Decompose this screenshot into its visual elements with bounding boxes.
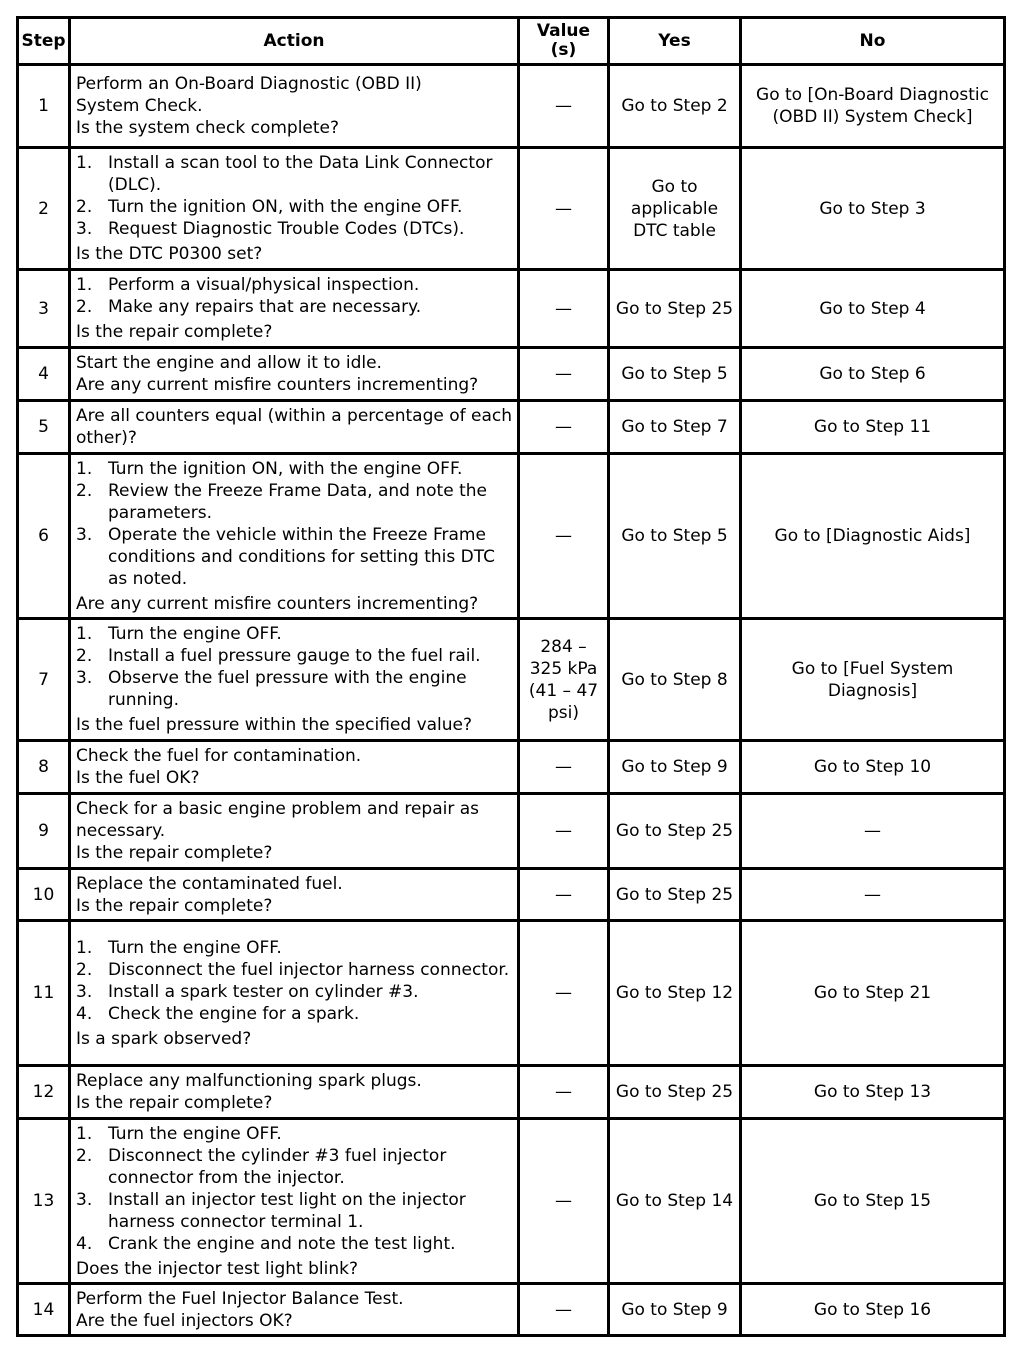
action-step-text: Install a fuel pressure gauge to the fuel rail.	[108, 646, 481, 666]
action-steps	[76, 152, 512, 240]
action-step	[76, 274, 512, 296]
no-cell: Go to Step 16	[741, 1284, 1005, 1336]
yes-cell: Go to Step 5	[609, 348, 741, 401]
yes-cell: Go to Step 8	[609, 619, 741, 741]
action-step	[76, 524, 512, 590]
yes-cell: Go to Step 25	[609, 270, 741, 348]
table-row	[18, 270, 1005, 348]
action-line: System Check.	[76, 96, 203, 116]
action-cell	[70, 65, 519, 148]
yes-cell: Go to applicable DTC table	[609, 148, 741, 270]
action-step-number: 1.	[76, 937, 93, 958]
action-step-text: Disconnect the cylinder #3 fuel injector connector from the injector.	[108, 1145, 447, 1188]
table-row	[18, 741, 1005, 794]
action-step-text: Turn the ignition ON, with the engine OFF.	[108, 197, 463, 217]
value-cell: —	[519, 794, 609, 869]
step-number: 9	[18, 794, 70, 869]
value-cell: —	[519, 921, 609, 1066]
action-step	[76, 1123, 512, 1145]
header-yes: Yes	[609, 18, 741, 65]
header-action: Action	[70, 18, 519, 65]
action-cell	[70, 348, 519, 401]
action-line: Is the fuel OK?	[76, 768, 200, 788]
action-step-number: 1.	[76, 1123, 93, 1144]
action-step-text: Crank the engine and note the test light.	[108, 1233, 456, 1254]
action-text	[76, 1288, 512, 1332]
action-step	[76, 1189, 512, 1233]
action-steps	[76, 1123, 512, 1255]
value-cell: —	[519, 1119, 609, 1284]
no-cell: Go to Step 6	[741, 348, 1005, 401]
action-question: Is the DTC P0300 set?	[76, 244, 263, 264]
yes-cell: Go to Step 2	[609, 65, 741, 148]
no-cell: Go to Step 15	[741, 1119, 1005, 1284]
action-step-text: Turn the engine OFF.	[108, 1123, 282, 1144]
action-question: Is a spark observed?	[76, 1028, 252, 1049]
action-step-text: Install a scan tool to the Data Link Connector (DLC).	[108, 153, 493, 195]
step-number: 14	[18, 1284, 70, 1336]
yes-cell: Go to Step 25	[609, 869, 741, 921]
action-step	[76, 1233, 512, 1255]
action-step	[76, 667, 512, 711]
step-number: 1	[18, 65, 70, 148]
action-text	[76, 873, 512, 917]
action-line: Is the repair complete?	[76, 1093, 273, 1113]
action-steps	[76, 623, 512, 711]
action-step-text: Check the engine for a spark.	[108, 1003, 360, 1024]
no-cell: —	[741, 794, 1005, 869]
action-step-number: 3.	[76, 524, 93, 545]
step-number: 13	[18, 1119, 70, 1284]
action-text	[76, 1070, 512, 1114]
action-steps	[76, 458, 512, 590]
action-question: Is the fuel pressure within the specified value?	[76, 715, 473, 735]
no-cell: Go to Step 13	[741, 1066, 1005, 1119]
action-step-text: Make any repairs that are necessary.	[108, 297, 422, 317]
action-step-number: 4.	[76, 1003, 93, 1024]
step-number: 12	[18, 1066, 70, 1119]
action-cell	[70, 1066, 519, 1119]
value-cell: —	[519, 1284, 609, 1336]
action-text	[76, 798, 512, 864]
action-step-text: Request Diagnostic Trouble Codes (DTCs).	[108, 219, 465, 239]
action-step-text: Disconnect the fuel injector harness connector.	[108, 959, 510, 980]
value-cell: —	[519, 148, 609, 270]
value-cell: —	[519, 869, 609, 921]
yes-cell: Go to Step 25	[609, 794, 741, 869]
value-cell: —	[519, 454, 609, 619]
action-line: Perform the Fuel Injector Balance Test.	[76, 1288, 404, 1309]
action-step-text: Perform a visual/physical inspection.	[108, 275, 420, 295]
action-step-number: 2.	[76, 646, 93, 666]
no-cell: Go to Step 3	[741, 148, 1005, 270]
value-cell: 284 – 325 kPa (41 – 47 psi)	[519, 619, 609, 741]
action-step-number: 2.	[76, 959, 93, 980]
action-line: Are any current misfire counters incrementing?	[76, 375, 479, 395]
action-step	[76, 458, 512, 480]
action-cell	[70, 454, 519, 619]
yes-cell: Go to Step 5	[609, 454, 741, 619]
action-line: Start the engine and allow it to idle.	[76, 353, 382, 373]
table-row	[18, 619, 1005, 741]
action-steps	[76, 937, 512, 1025]
step-number: 6	[18, 454, 70, 619]
action-step-text: Turn the ignition ON, with the engine OFF.	[108, 458, 463, 479]
header-row	[18, 18, 1005, 65]
table-row	[18, 1119, 1005, 1284]
no-cell: Go to [Fuel System Diagnosis]	[741, 619, 1005, 741]
value-cell: —	[519, 741, 609, 794]
step-number: 8	[18, 741, 70, 794]
action-cell	[70, 619, 519, 741]
action-step-text: Install a spark tester on cylinder #3.	[108, 981, 419, 1002]
action-line: Check the fuel for contamination.	[76, 746, 362, 766]
action-cell	[70, 1284, 519, 1336]
value-cell: —	[519, 65, 609, 148]
step-number: 10	[18, 869, 70, 921]
action-question: Is the repair complete?	[76, 322, 273, 342]
table-row	[18, 148, 1005, 270]
step-number: 5	[18, 401, 70, 454]
action-line: Is the repair complete?	[76, 843, 273, 863]
action-line: Are the fuel injectors OK?	[76, 1310, 293, 1331]
action-step-text: Observe the fuel pressure with the engine running.	[108, 668, 467, 710]
action-cell	[70, 401, 519, 454]
action-step	[76, 196, 512, 218]
action-step-text: Turn the engine OFF.	[108, 937, 282, 958]
action-cell	[70, 741, 519, 794]
action-step-number: 1.	[76, 275, 93, 295]
table-row	[18, 794, 1005, 869]
yes-cell: Go to Step 12	[609, 921, 741, 1066]
action-step-text: Operate the vehicle within the Freeze Frame conditions and conditions for setting this DTC as noted.	[108, 524, 495, 589]
action-step	[76, 981, 512, 1003]
action-step-number: 2.	[76, 1145, 93, 1166]
step-number: 11	[18, 921, 70, 1066]
no-cell: Go to [Diagnostic Aids]	[741, 454, 1005, 619]
action-step-number: 1.	[76, 458, 93, 479]
action-step-number: 3.	[76, 1189, 93, 1210]
action-cell	[70, 1119, 519, 1284]
action-step	[76, 1003, 512, 1025]
value-cell: —	[519, 348, 609, 401]
table-row	[18, 869, 1005, 921]
action-cell	[70, 270, 519, 348]
action-step	[76, 623, 512, 645]
action-step	[76, 218, 512, 240]
value-cell: —	[519, 270, 609, 348]
action-step	[76, 1145, 512, 1189]
action-step-number: 2.	[76, 197, 93, 217]
value-cell: —	[519, 1066, 609, 1119]
action-step	[76, 645, 512, 667]
header-step: Step	[18, 18, 70, 65]
yes-cell: Go to Step 9	[609, 741, 741, 794]
action-question: Are any current misfire counters incrementing?	[76, 593, 479, 614]
action-cell	[70, 921, 519, 1066]
action-step-number: 2.	[76, 480, 93, 501]
no-cell: Go to [On-Board Diagnostic (OBD II) System Check]	[741, 65, 1005, 148]
table-row	[18, 1284, 1005, 1336]
action-line: Is the system check complete?	[76, 118, 340, 138]
action-step-number: 4.	[76, 1233, 93, 1254]
yes-cell: Go to Step 25	[609, 1066, 741, 1119]
action-step	[76, 959, 512, 981]
header-no: No	[741, 18, 1005, 65]
action-cell	[70, 794, 519, 869]
action-text	[76, 352, 512, 396]
action-line: Are all counters equal (within a percentage of each other)?	[76, 406, 513, 448]
action-line: Replace any malfunctioning spark plugs.	[76, 1071, 422, 1091]
action-step	[76, 296, 512, 318]
table-row	[18, 65, 1005, 148]
action-steps	[76, 274, 512, 318]
action-question: Does the injector test light blink?	[76, 1258, 359, 1279]
action-line: Replace the contaminated fuel.	[76, 873, 343, 894]
action-step	[76, 152, 512, 196]
action-step-text: Install an injector test light on the injector harness connector terminal 1.	[108, 1189, 466, 1232]
action-step-number: 1.	[76, 153, 93, 173]
action-step-text: Turn the engine OFF.	[108, 624, 282, 644]
header-value: Value (s)	[519, 18, 609, 65]
action-line: Perform an On-Board Diagnostic (OBD II)	[76, 74, 422, 94]
table-row	[18, 921, 1005, 1066]
yes-cell: Go to Step 7	[609, 401, 741, 454]
action-text	[76, 73, 512, 139]
no-cell: Go to Step 21	[741, 921, 1005, 1066]
action-line: Is the repair complete?	[76, 895, 273, 916]
action-text	[76, 405, 512, 449]
action-step-number: 1.	[76, 624, 93, 644]
action-text	[76, 745, 512, 789]
yes-cell: Go to Step 14	[609, 1119, 741, 1284]
no-cell: Go to Step 10	[741, 741, 1005, 794]
table-row	[18, 348, 1005, 401]
action-step	[76, 937, 512, 959]
table-row	[18, 454, 1005, 619]
action-line: Check for a basic engine problem and repair as necessary.	[76, 799, 480, 841]
no-cell: —	[741, 869, 1005, 921]
value-cell: —	[519, 401, 609, 454]
diagnostic-table	[16, 16, 1006, 1337]
table-row	[18, 401, 1005, 454]
action-step-number: 2.	[76, 297, 93, 317]
action-step-text: Review the Freeze Frame Data, and note the parameters.	[108, 480, 487, 523]
no-cell: Go to Step 4	[741, 270, 1005, 348]
step-number: 3	[18, 270, 70, 348]
step-number: 2	[18, 148, 70, 270]
step-number: 4	[18, 348, 70, 401]
yes-cell: Go to Step 9	[609, 1284, 741, 1336]
action-step-number: 3.	[76, 981, 93, 1002]
action-cell	[70, 148, 519, 270]
no-cell: Go to Step 11	[741, 401, 1005, 454]
table-row	[18, 1066, 1005, 1119]
action-step	[76, 480, 512, 524]
step-number: 7	[18, 619, 70, 741]
action-cell	[70, 869, 519, 921]
action-step-number: 3.	[76, 219, 93, 239]
action-step-number: 3.	[76, 668, 93, 688]
